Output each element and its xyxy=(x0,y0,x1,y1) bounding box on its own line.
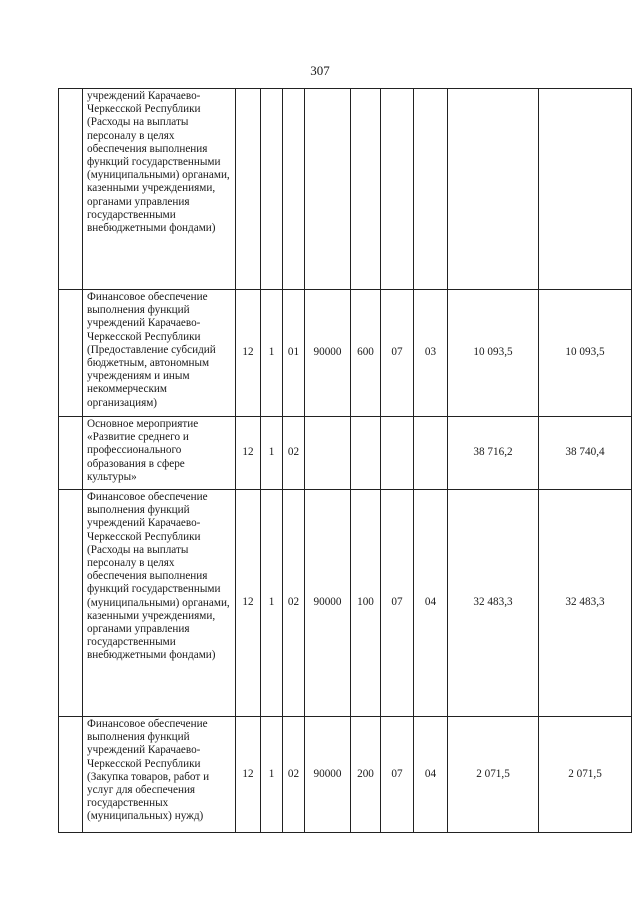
description-cell: Основное мероприятие «Развитие среднего и профессионального образования в сфере культуры» xyxy=(83,417,236,490)
subprogram-cell: 02 xyxy=(283,417,305,490)
grbs-cell: 12 xyxy=(236,490,261,717)
description-cell: учреждений Карачаево-Черкесской Республики (Расходы на выплаты персоналу в целях обеспечения выполнения функций государственными (муниципальными) органами, казенными учреждениями, органами управления государственными внебюджетными фондами) xyxy=(83,89,236,290)
table-row xyxy=(59,490,632,717)
budget-table xyxy=(58,88,632,833)
program-cell: 1 xyxy=(261,717,283,833)
program-cell xyxy=(261,89,283,290)
table-row xyxy=(59,89,632,290)
direction-cell: 90000 xyxy=(305,717,351,833)
sum-2-cell xyxy=(539,89,632,290)
grbs-cell: 12 xyxy=(236,290,261,417)
subsection-cell: 04 xyxy=(414,717,448,833)
subprogram-cell xyxy=(283,89,305,290)
subprogram-cell: 02 xyxy=(283,490,305,717)
expense-type-cell: 100 xyxy=(351,490,381,717)
sum-2-cell: 32 483,3 xyxy=(539,490,632,717)
direction-cell: 90000 xyxy=(305,490,351,717)
description-cell: Финансовое обеспечение выполнения функций учреждений Карачаево-Черкесской Республики (Предоставление субсидий бюджетным, автономным учреждениям и иным некоммерческим организациям) xyxy=(83,290,236,417)
table-row xyxy=(59,417,632,490)
grbs-cell: 12 xyxy=(236,417,261,490)
description-cell: Финансовое обеспечение выполнения функций учреждений Карачаево-Черкесской Республики (Закупка товаров, работ и услуг для обеспечения государственных (муниципальных) нужд) xyxy=(83,717,236,833)
sum-1-cell: 32 483,3 xyxy=(448,490,539,717)
program-cell: 1 xyxy=(261,490,283,717)
sum-2-cell: 2 071,5 xyxy=(539,717,632,833)
expense-type-cell xyxy=(351,417,381,490)
sum-2-cell: 38 740,4 xyxy=(539,417,632,490)
sum-2-cell: 10 093,5 xyxy=(539,290,632,417)
description-cell: Финансовое обеспечение выполнения функций учреждений Карачаево-Черкесской Республики (Расходы на выплаты персоналу в целях обеспечения выполнения функций государственными (муниципальными) органами, казенными учреждениями, органами управления государственными внебюджетными фондами) xyxy=(83,490,236,717)
subsection-cell xyxy=(414,89,448,290)
row-number-cell xyxy=(59,717,83,833)
direction-cell: 90000 xyxy=(305,290,351,417)
page-number: 307 xyxy=(310,63,330,78)
program-cell: 1 xyxy=(261,417,283,490)
section-cell: 07 xyxy=(381,290,414,417)
table-row xyxy=(59,717,632,833)
expense-type-cell xyxy=(351,89,381,290)
program-cell: 1 xyxy=(261,290,283,417)
direction-cell xyxy=(305,89,351,290)
sum-1-cell: 10 093,5 xyxy=(448,290,539,417)
direction-cell xyxy=(305,417,351,490)
section-cell xyxy=(381,417,414,490)
section-cell: 07 xyxy=(381,717,414,833)
expense-type-cell: 200 xyxy=(351,717,381,833)
section-cell: 07 xyxy=(381,490,414,717)
table-row xyxy=(59,290,632,417)
sum-1-cell: 38 716,2 xyxy=(448,417,539,490)
subsection-cell xyxy=(414,417,448,490)
sum-1-cell: 2 071,5 xyxy=(448,717,539,833)
grbs-cell xyxy=(236,89,261,290)
sum-1-cell xyxy=(448,89,539,290)
section-cell xyxy=(381,89,414,290)
row-number-cell xyxy=(59,490,83,717)
grbs-cell: 12 xyxy=(236,717,261,833)
subsection-cell: 04 xyxy=(414,490,448,717)
row-number-cell xyxy=(59,417,83,490)
row-number-cell xyxy=(59,89,83,290)
row-number-cell xyxy=(59,290,83,417)
subsection-cell: 03 xyxy=(414,290,448,417)
subprogram-cell: 02 xyxy=(283,717,305,833)
expense-type-cell: 600 xyxy=(351,290,381,417)
subprogram-cell: 01 xyxy=(283,290,305,417)
